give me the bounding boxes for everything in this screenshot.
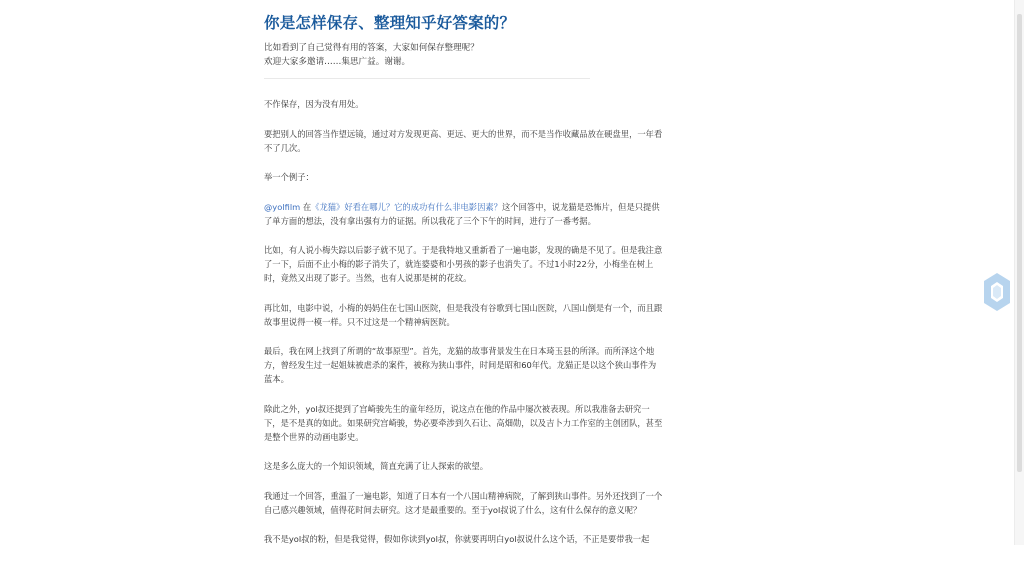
page-scrollbar[interactable] bbox=[1014, 0, 1024, 545]
article bbox=[264, 12, 664, 562]
answer-paragraph: 我通过一个回答，重温了一遍电影，知道了日本有一个八国山精神病院，了解到狭山事件。另外还找到了一个自己感兴趣领域，值得花时间去研究。这才是最重要的。至于yol叔说了什么，这有什么保存的意义呢？ bbox=[264, 490, 663, 515]
question-title[interactable]: 你是怎样保存、整理知乎好答案的？ bbox=[264, 14, 516, 32]
question-link[interactable]: 《龙猫》好看在哪儿？它的成功有什么非电影因素？ bbox=[311, 201, 502, 212]
answer-paragraph: 比如，有人说小梅失踪以后影子就不见了。于是我特地又重新看了一遍电影，发现的确是不见了。但是我注意了一下，后面不止小梅的影子消失了，就连婆婆和小男孩的影子也消失了。不过1小时22分，小梅坐在树上时，竟然又出现了影子。当然，也有人说那是树的花纹。 bbox=[264, 245, 663, 283]
scrollbar-thumb[interactable] bbox=[1017, 14, 1022, 472]
paragraph-text: 这个回答中，说龙猫是恐怖片，但是只提供了单方面的想法，没有拿出强有力的证据。所以我花了三个下午的时间，进行了一番考据。 bbox=[264, 201, 660, 226]
mention-connector: 在 bbox=[300, 201, 312, 212]
answer-paragraph: 我不是yol叔的粉，但是我觉得，假如你读到yol叔，你就要再明白yol叔说什么这个话，不正是要带我一起 bbox=[264, 534, 650, 544]
user-mention-link[interactable]: @yolfilm bbox=[264, 201, 301, 212]
question-desc-line: 比如看到了自己觉得有用的答案，大家如何保存整理呢？ bbox=[264, 43, 479, 53]
question-description bbox=[264, 42, 590, 79]
answer-paragraph bbox=[264, 200, 664, 228]
answer-paragraph: 除此之外，yol叔还提到了宫崎骏先生的童年经历，说这点在他的作品中屡次被表现。所以我准备去研究一下，是不是真的如此。如果研究宫崎骏，势必要牵涉到久石让、高畑勋，以及吉卜力工作室的主创团队，甚至是整个世界的动画电影史。 bbox=[264, 403, 663, 442]
answer-paragraph: 再比如，电影中说，小梅的妈妈住在七国山医院，但是我没有谷歌到七国山医院，八国山倒是有一个，而且跟故事里说得一模一样。只不过这是一个精神病医院。 bbox=[264, 302, 663, 327]
answer-paragraph: 不作保存，因为没有用处。 bbox=[264, 99, 364, 109]
answer-paragraph: 要把别人的回答当作望远镜，通过对方发现更高、更远、更大的世界，而不是当作收藏品放在硬盘里，一年看不了几次。 bbox=[264, 128, 663, 153]
question-desc-line: 欢迎大家多邀请……集思广益。谢谢。 bbox=[264, 56, 411, 67]
hexagon-logo-icon[interactable] bbox=[983, 272, 1011, 312]
hexagon-core bbox=[993, 285, 1001, 299]
answer-paragraph: 举一个例子： bbox=[264, 172, 314, 182]
answer-body bbox=[264, 97, 664, 546]
answer-paragraph: 这是多么庞大的一个知识领域，简直充满了让人探索的欲望。 bbox=[264, 461, 489, 471]
answer-paragraph: 最后，我在网上找到了所谓的“故事原型”。首先，龙猫的故事背景发生在日本琦玉县的所泽。而所泽这个地方，曾经发生过一起姐妹被虐杀的案件，被称为狭山事件，时间是昭和60年代。龙猫正是以这个狭山事件为蓝本。 bbox=[264, 346, 657, 384]
